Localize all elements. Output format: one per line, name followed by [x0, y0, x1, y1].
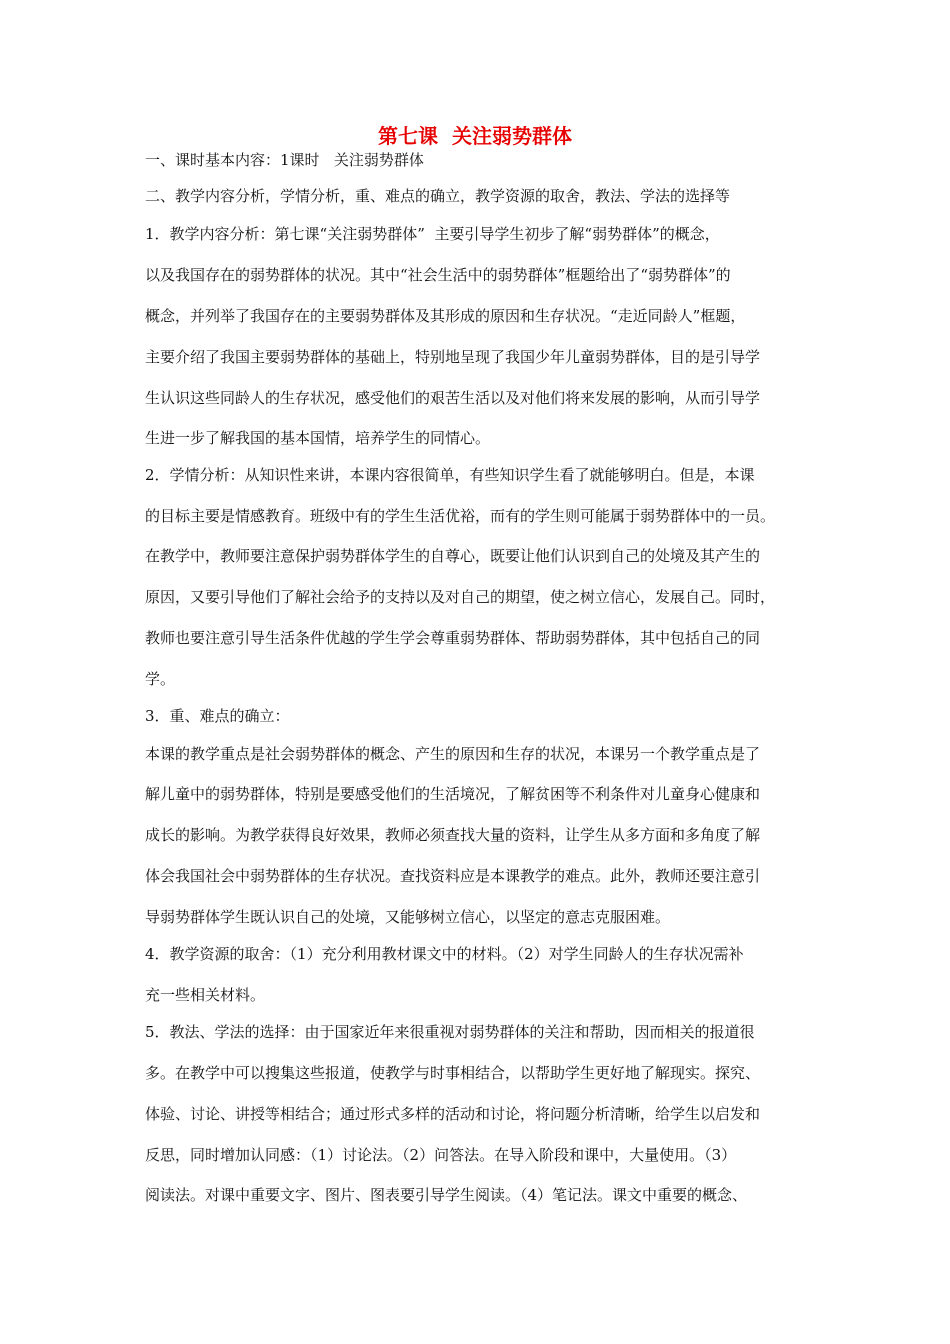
text-line: 学。: [145, 670, 176, 688]
text-line: 多。在教学中可以搜集这些报道，使教学与时事相结合，以帮助学生更好地了解现实。探究、: [145, 1064, 761, 1082]
text-line: 原因，又要引导他们了解社会给予的支持以及对自己的期望，使之树立信心，发展自己。同时，: [145, 588, 776, 606]
text-line: 4．教学资源的取舍：（1）充分利用教材课文中的材料。（2）对学生同龄人的生存状况需补: [145, 945, 744, 963]
text-line: 2．学情分析：从知识性来讲，本课内容很简单，有些知识学生看了就能够明白。但是，本课: [145, 466, 755, 484]
text-line: 概念，并列举了我国存在的主要弱势群体及其形成的原因和生存状况。“走近同龄人”框题，: [145, 307, 746, 325]
text-line: 教师也要注意引导生活条件优越的学生学会尊重弱势群体、帮助弱势群体，其中包括自己的同: [145, 629, 761, 647]
text-line: 充一些相关材料。: [145, 986, 266, 1004]
text-line: 解儿童中的弱势群体，特别是要感受他们的生活境况，了解贫困等不利条件对儿童身心健康和: [145, 785, 761, 803]
text-line: 以及我国存在的弱势群体的状况。其中“社会生活中的弱势群体”框题给出了“弱势群体”的: [145, 266, 731, 284]
text-line: 一、课时基本内容：1课时 关注弱势群体: [145, 151, 424, 169]
text-line: 3．重、难点的确立：: [145, 707, 290, 725]
text-line: 体验、讨论、讲授等相结合；通过形式多样的活动和讨论，将问题分析清晰，给学生以启发和: [145, 1105, 761, 1123]
text-line: 的目标主要是情感教育。班级中有的学生生活优裕，而有的学生则可能属于弱势群体中的一员。: [145, 507, 776, 525]
text-line: 二、教学内容分析，学情分析，重、难点的确立，教学资源的取舍，教法、学法的选择等: [145, 187, 731, 205]
text-line: 生认识这些同龄人的生存状况，感受他们的艰苦生活以及对他们将来发展的影响，从而引导学: [145, 389, 761, 407]
document-title: 第七课 关注弱势群体: [378, 124, 572, 148]
text-line: 生进一步了解我国的基本国情，培养学生的同情心。: [145, 429, 491, 447]
text-line: 主要介绍了我国主要弱势群体的基础上，特别地呈现了我国少年儿童弱势群体，目的是引导学: [145, 348, 761, 366]
text-line: 1．教学内容分析：第七课“关注弱势群体” 主要引导学生初步了解“弱势群体”的概念，: [145, 225, 720, 243]
text-line: 反思，同时增加认同感：（1）讨论法。（2）问答法。在导入阶段和课中，大量使用。（3）: [145, 1146, 737, 1164]
text-line: 成长的影响。为教学获得良好效果，教师必须查找大量的资料，让学生从多方面和多角度了解: [145, 826, 761, 844]
text-line: 5．教法、学法的选择：由于国家近年来很重视对弱势群体的关注和帮助，因而相关的报道很: [145, 1023, 755, 1041]
text-line: 体会我国社会中弱势群体的生存状况。查找资料应是本课教学的难点。此外，教师还要注意引: [145, 867, 761, 885]
text-line: 在教学中，教师要注意保护弱势群体学生的自尊心，既要让他们认识到自己的处境及其产生的: [145, 547, 761, 565]
text-line: 阅读法。对课中重要文字、图片、图表要引导学生阅读。（4）笔记法。课文中重要的概念、: [145, 1186, 748, 1204]
text-line: 导弱势群体学生既认识自己的处境，又能够树立信心，以坚定的意志克服困难。: [145, 908, 671, 926]
text-line: 本课的教学重点是社会弱势群体的概念、产生的原因和生存的状况，本课另一个教学重点是了: [145, 745, 761, 763]
